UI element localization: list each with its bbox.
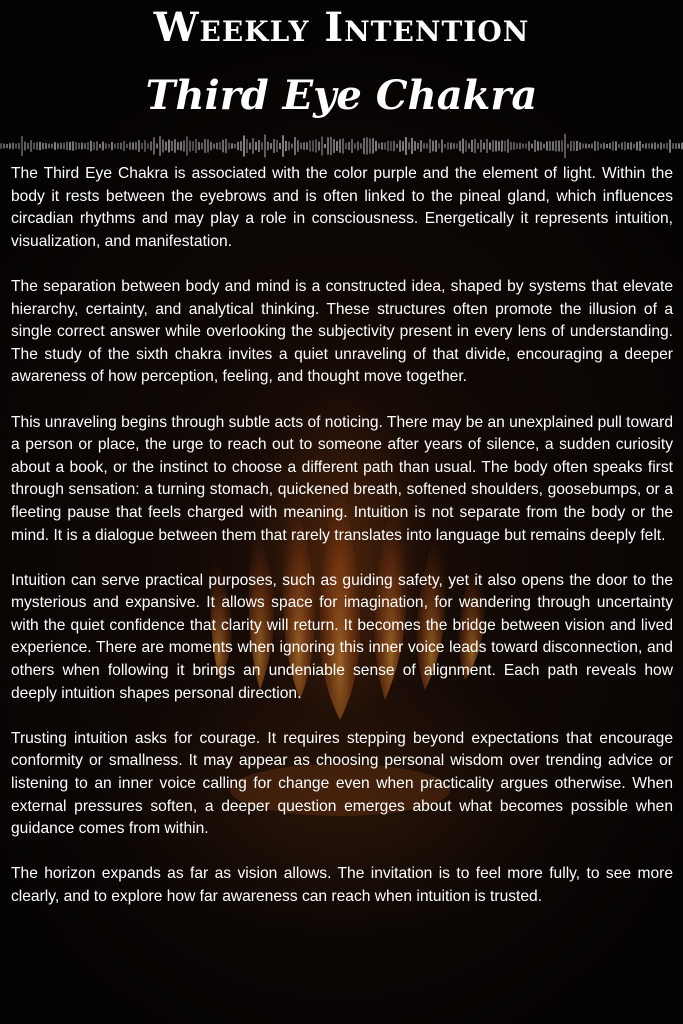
page-subtitle: Third Eye Chakra <box>145 72 538 119</box>
paragraph-4: Intuition can serve practical purposes, such as guiding safety, yet it also opens the door to the mysterious and expansive. It allows space for imagination, for wandering through uncertainty with the quiet confidence that clarity will return. It becomes the bridge between vision and lived experience. There are moments when ignoring this inner voice leads toward disconnection, and others when following it brings an undeniable sense of alignment. Each path reveals how deeply intuition shapes personal direction. <box>11 571 673 702</box>
page-title: Weekly Intention <box>153 4 530 51</box>
waveform-divider-icon <box>0 128 683 164</box>
paragraph-3: This unraveling begins through subtle acts of noticing. There may be an unexplained pull toward a person or place, the urge to reach out to someone after years of silence, a sudden curiosity about a book, or the instinct to choose a different path than usual. The body often speaks first through sensation: a turning stomach, quickened breath, softened shoulders, goosebumps, or a fleeting pause that feels charged with meaning. Intuition is not separate from the body or the mind. It is a dialogue between them that rarely translates into language but remains deeply felt. <box>11 413 673 544</box>
paragraph-2: The separation between body and mind is a constructed idea, shaped by systems that elevate hierarchy, certainty, and analytical thinking. These structures often promote the illusion of a single correct answer while overlooking the subjectivity present in every lens of understanding. The study of the sixth chakra invites a quiet unraveling of that divide, encouraging a deeper awareness of how perception, feeling, and thought move together. <box>11 277 673 386</box>
paragraph-6: The horizon expands as far as vision allows. The invitation is to feel more fully, to see more clearly, and to explore how far awareness can reach when intuition is trusted. <box>11 865 673 905</box>
body-text <box>11 163 673 909</box>
paragraph-1: The Third Eye Chakra is associated with the color purple and the element of light. Within the body it rests between the eyebrows and is often linked to the pineal gland, which influences circadian rhythms and may play a role in consciousness. Energetically it represents intuition, visualization, and manifestation. <box>11 165 673 250</box>
paragraph-5: Trusting intuition asks for courage. It requires stepping beyond expectations that encourage conformity or smallness. It may appear as choosing personal wisdom over trending advice or listening to an inner voice calling for change even when practicality argues otherwise. When external pressures soften, a deeper question emerges about what becomes possible when guidance comes from within. <box>11 729 673 838</box>
